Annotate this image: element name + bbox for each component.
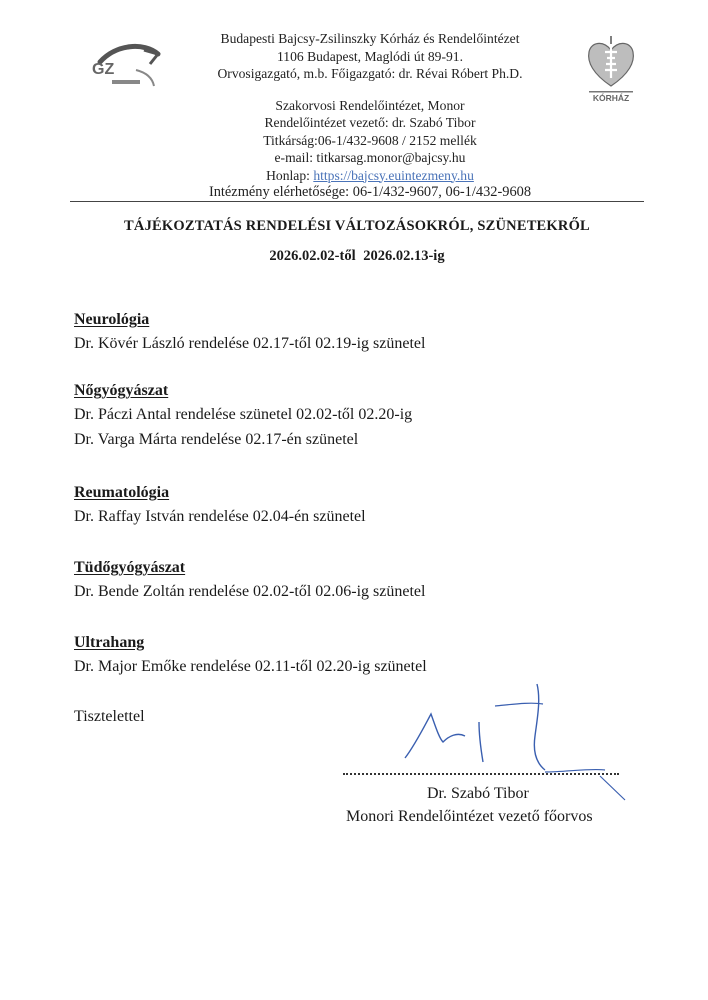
notice-period: 2026.02.02-től 2026.02.13-ig [269,248,445,264]
section-title: Ultrahang [74,634,145,651]
signer-name: Dr. Szabó Tibor [427,785,529,802]
clinic-name: Szakorvosi Rendelőintézet, Monor [275,97,465,113]
notice-title: TÁJÉKOZTATÁS RENDELÉSI VÁLTOZÁSOKRÓL, SZÜNETEKRŐL [124,218,590,234]
email-line: e-mail: titkarsag.monor@bajcsy.hu [274,150,466,165]
section-line: Dr. Páczi Antal rendelése szünetel 02.02-től 02.20-ig [74,406,413,423]
section-line: Dr. Major Emőke rendelése 02.11-től 02.20-ig szünetel [74,658,427,675]
signature-dotted-line [343,765,619,775]
closing-greeting: Tisztelettel [74,708,145,725]
director-line: Orvosigazgató, m.b. Főigazgató: dr. Révai Róbert Ph.D. [217,66,523,81]
section-title: Nőgyógyászat [74,382,169,399]
hospital-heart-logo [585,32,637,102]
section-line: Dr. Varga Márta rendelése 02.17-én szünetel [74,431,359,448]
section-line: Dr. Bende Zoltán rendelése 02.02-től 02.06-ig szünetel [74,583,426,600]
section-title: Tüdőgyógyászat [74,559,186,576]
clinic-head: Rendelőintézet vezető: dr. Szabó Tibor [264,115,476,130]
secretariat-phone: Titkárság:06-1/432-9608 / 2152 mellék [263,132,477,148]
section-neurology [74,309,425,356]
section-title: Neurológia [74,311,150,328]
institution-address: 1106 Budapest, Maglódi út 89-91. [276,48,464,64]
header-divider [70,201,644,202]
institution-name: Budapesti Bajcsy-Zsilinszky Kórház és Rendelőintézet [220,31,520,46]
logo-left-text: GZ [92,61,115,78]
signer-role: Monori Rendelőintézet vezető főorvos [346,808,593,825]
homepage-line [170,167,570,185]
section-pulmonology [74,557,425,604]
letterhead [170,30,570,202]
section-gynecology [74,380,412,452]
logo-right-text: KÓRHÁZ [592,93,630,102]
hospital-gz-logo [86,40,166,92]
availability-line: Intézmény elérhetősége: 06-1/432-9607, 06-1/432-9608 [208,184,532,200]
section-ultrasound [74,632,427,679]
section-title: Reumatológia [74,484,170,501]
section-rheumatology [74,482,366,529]
section-line: Dr. Kövér László rendelése 02.17-től 02.19-ig szünetel [74,335,426,352]
homepage-label: Honlap: [266,167,310,183]
section-line: Dr. Raffay István rendelése 02.04-én szünetel [74,508,366,525]
homepage-link[interactable]: https://bajcsy.euintezmeny.hu [313,167,474,183]
